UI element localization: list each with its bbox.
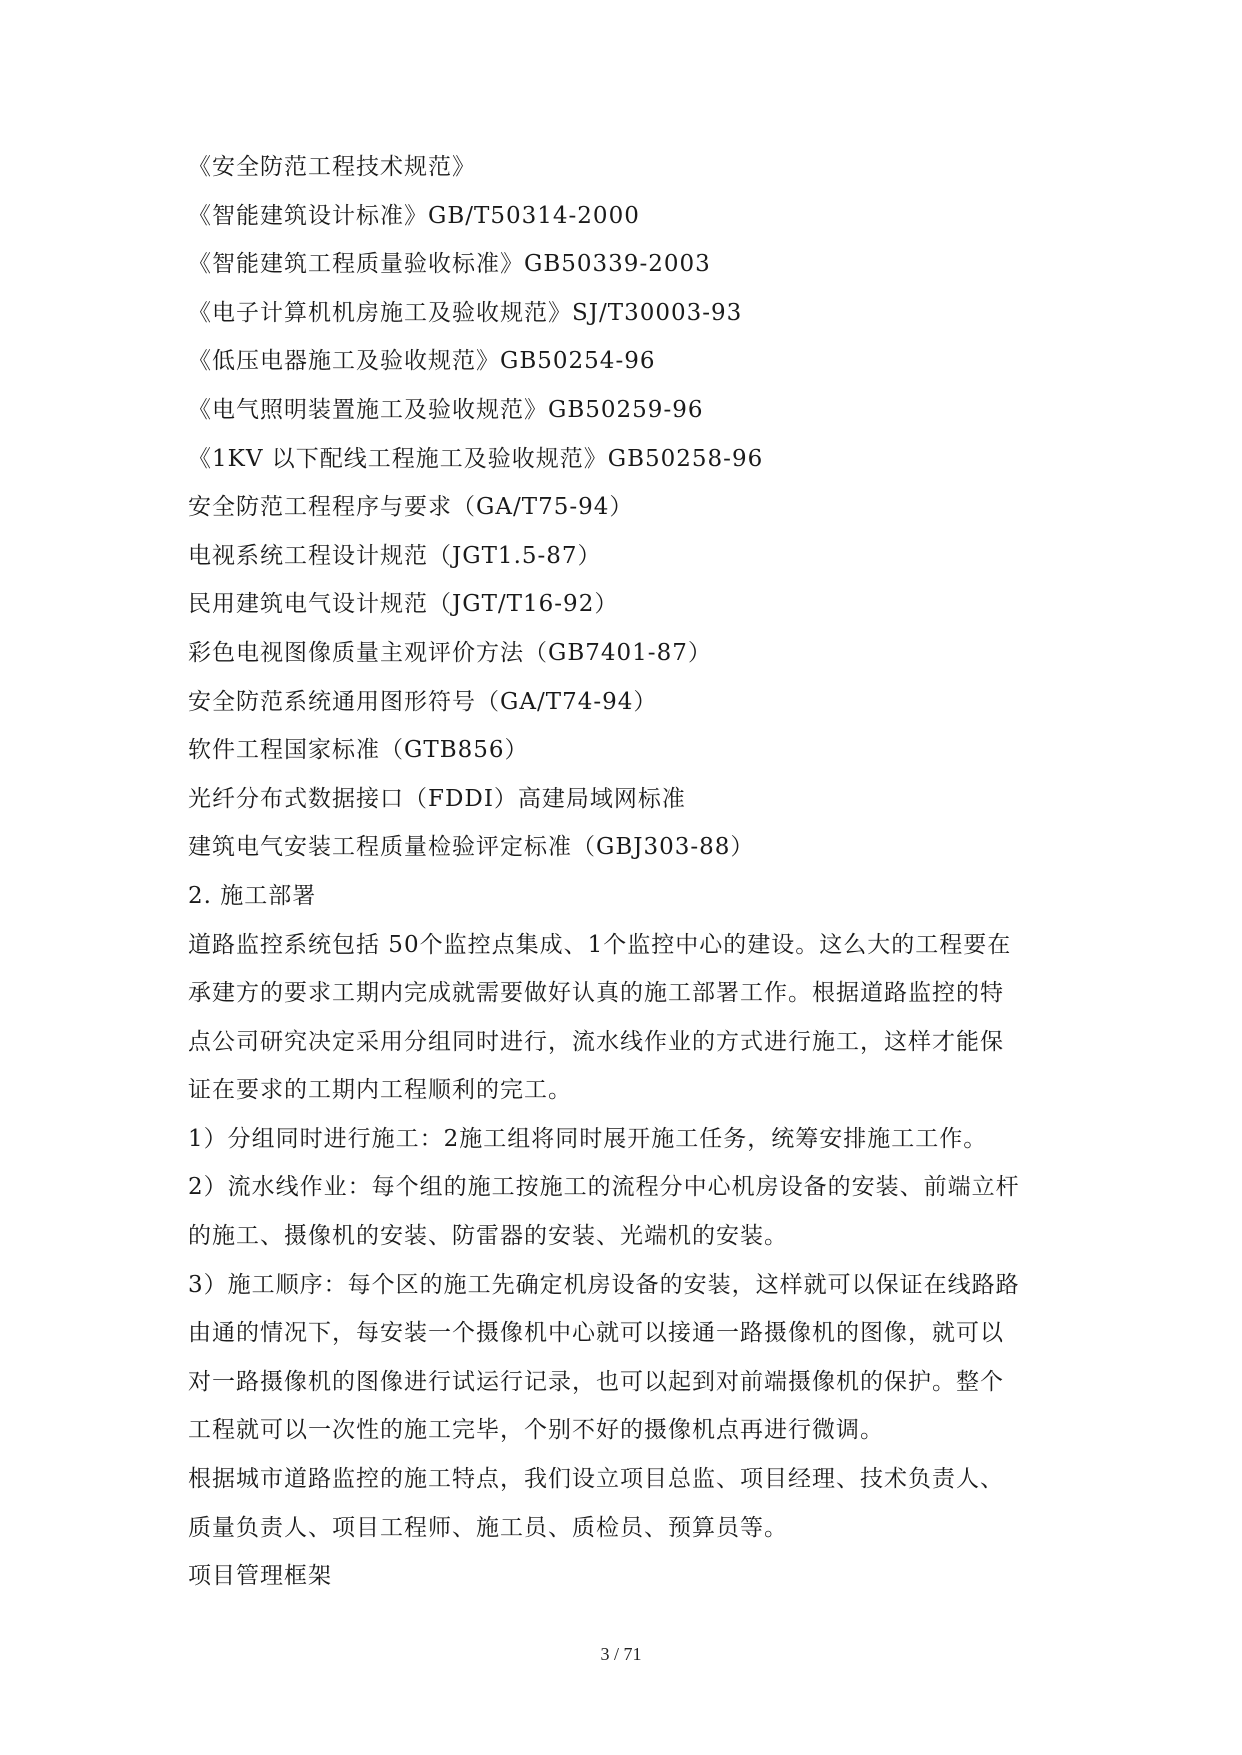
paragraph-line: 的施工、摄像机的安装、防雷器的安装、光端机的安装。 — [188, 1223, 788, 1250]
standard-item: 软件工程国家标准（GTB856） — [188, 737, 529, 764]
standard-item: 《智能建筑设计标准》GB/T50314-2000 — [188, 202, 640, 229]
intro-paragraph — [188, 921, 1060, 1115]
standard-item: 《电子计算机机房施工及验收规范》SJ/T30003-93 — [188, 299, 743, 326]
item-2-paragraph — [188, 1163, 1060, 1260]
item-1-paragraph — [188, 1115, 1060, 1164]
item-3-paragraph — [188, 1261, 1060, 1455]
standard-item: 《电气照明装置施工及验收规范》GB50259-96 — [188, 396, 704, 423]
paragraph-line: 3）施工顺序：每个区的施工先确定机房设备的安装，这样就可以保证在线路路 — [188, 1271, 1020, 1298]
section-heading: 2. 施工部署 — [188, 882, 317, 909]
standard-item: 建筑电气安装工程质量检验评定标准（GBJ303-88） — [188, 834, 755, 861]
paragraph-line: 1）分组同时进行施工：2施工组将同时展开施工任务，统筹安排施工工作。 — [188, 1125, 988, 1152]
paragraph-line: 根据城市道路监控的施工特点，我们设立项目总监、项目经理、技术负责人、 — [188, 1466, 1004, 1493]
standard-item: 电视系统工程设计规范（JGT1.5-87） — [188, 542, 602, 569]
standard-item: 安全防范工程程序与要求（GA/T75-94） — [188, 494, 634, 521]
standard-item: 《低压电器施工及验收规范》GB50254-96 — [188, 348, 656, 375]
paragraph-line: 工程就可以一次性的施工完毕，个别不好的摄像机点再进行微调。 — [188, 1417, 884, 1444]
standard-item: 《1KV 以下配线工程施工及验收规范》GB50258-96 — [188, 445, 764, 472]
paragraph-line: 道路监控系统包括 50个监控点集成、1个监控中心的建设。这么大的工程要在 — [188, 931, 1012, 958]
page-number: 3 / 71 — [600, 1644, 642, 1664]
standard-item: 民用建筑电气设计规范（JGT/T16-92） — [188, 591, 619, 618]
standard-item: 光纤分布式数据接口（FDDI）高建局域网标准 — [188, 785, 686, 812]
standards-list — [188, 143, 1060, 872]
standard-item: 彩色电视图像质量主观评价方法（GB7401-87） — [188, 639, 712, 666]
page-content — [188, 143, 1060, 1601]
paragraph-line: 质量负责人、项目工程师、施工员、质检员、预算员等。 — [188, 1514, 788, 1541]
paragraph-line: 承建方的要求工期内完成就需要做好认真的施工部署工作。根据道路监控的特 — [188, 980, 1004, 1007]
staff-paragraph — [188, 1455, 1060, 1552]
paragraph-line: 证在要求的工期内工程顺利的完工。 — [188, 1077, 572, 1104]
paragraph-line: 由通的情况下，每安装一个摄像机中心就可以接通一路摄像机的图像，就可以 — [188, 1320, 1004, 1347]
standard-item: 《智能建筑工程质量验收标准》GB50339-2003 — [188, 251, 711, 278]
paragraph-line: 点公司研究决定采用分组同时进行，流水线作业的方式进行施工，这样才能保 — [188, 1028, 1004, 1055]
paragraph-line: 对一路摄像机的图像进行试运行记录，也可以起到对前端摄像机的保护。整个 — [188, 1368, 1004, 1395]
standard-item: 安全防范系统通用图形符号（GA/T74-94） — [188, 688, 658, 715]
paragraph-line: 2）流水线作业：每个组的施工按施工的流程分中心机房设备的安装、前端立杆 — [188, 1174, 1020, 1201]
subheading: 项目管理框架 — [188, 1563, 332, 1590]
standard-item: 《安全防范工程技术规范》 — [188, 154, 476, 180]
